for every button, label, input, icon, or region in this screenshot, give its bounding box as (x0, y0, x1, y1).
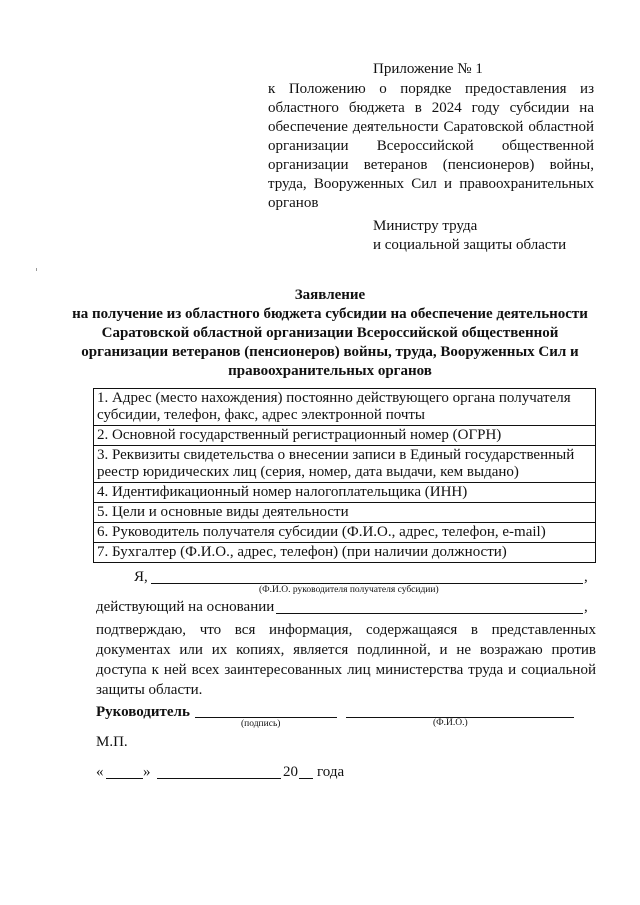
acting-basis-blank-line[interactable] (276, 613, 583, 614)
date-month-blank[interactable] (157, 778, 281, 779)
addressee-line: Министру труда (373, 218, 478, 234)
date-year-suffix: года (317, 764, 345, 780)
date-open-quote: « (96, 764, 104, 780)
fio-comma: , (584, 569, 588, 585)
seal-place-label: М.П. (96, 734, 128, 750)
acting-comma: , (584, 599, 588, 615)
table-row (94, 523, 596, 543)
signature-blank-line[interactable] (195, 717, 337, 718)
table-row (94, 483, 596, 503)
table-row (94, 543, 596, 563)
table-cell: 1. Адрес (место нахождения) постоянно действующего органа получателя субсидии, телефон, факс, адрес электронной почты (94, 389, 596, 426)
document-title: Заявление (294, 287, 366, 303)
table-cell: 6. Руководитель получателя субсидии (Ф.И.О., адрес, телефон, e-mail) (94, 523, 596, 543)
table-cell: 4. Идентификационный номер налогоплательщика (ИНН) (94, 483, 596, 503)
date-day-blank[interactable] (106, 778, 143, 779)
date-year-blank[interactable] (299, 778, 313, 779)
date-year-prefix: 20 (283, 764, 298, 780)
margin-mark (36, 268, 37, 271)
date-close-quote: » (143, 764, 151, 780)
addressee-block (373, 217, 566, 255)
document-subtitle: на получение из областного бюджета субсидии на обеспечение деятельности Саратовской областной организации Всероссийской общественной организации ветеранов (пенсионеров) войны, труда, Вооруженных Сил и правоохранительных органов (72, 306, 588, 379)
signature-caption: (подпись) (241, 719, 281, 729)
requirements-table (93, 388, 596, 563)
table-cell: 2. Основной государственный регистрационный номер (ОГРН) (94, 426, 596, 446)
fio-blank-line[interactable] (151, 583, 583, 584)
table-cell: 3. Реквизиты свидетельства о внесении записи в Единый государственный реестр юридических лиц (серия, номер, дата выдачи, кем выдано) (94, 446, 596, 483)
table-row (94, 389, 596, 426)
fio-caption: (Ф.И.О. руководителя получателя субсидии) (259, 585, 439, 595)
signatory-name-caption: (Ф.И.О.) (433, 718, 468, 728)
confirmation-text: подтверждаю, что вся информация, содержащаяся в представленных документах или их копиях, является подлинной, и не возражаю против доступа к ней всех заинтересованных лиц министерства труда и социальной защиты области. (96, 622, 596, 698)
appendix-reference: к Положению о порядке предоставления из областного бюджета в 2024 году субсидии на обеспечение деятельности Саратовской областной организации Всероссийской общественной организации ветеранов (пенсионеров) войны, труда, Вооруженных Сил и правоохранительных органов (268, 81, 594, 211)
acting-basis-label: действующий на основании (96, 599, 275, 615)
table-row (94, 503, 596, 523)
table-cell: 5. Цели и основные виды деятельности (94, 503, 596, 523)
signatory-label: Руководитель (96, 704, 190, 720)
table-row (94, 426, 596, 446)
addressee-line: и социальной защиты области (373, 237, 567, 253)
table-cell: 7. Бухгалтер (Ф.И.О., адрес, телефон) (при наличии должности) (94, 543, 596, 563)
document-heading (60, 286, 600, 381)
table-row (94, 446, 596, 483)
declaration-ya: Я, (134, 569, 148, 585)
appendix-title: Приложение № 1 (373, 61, 483, 77)
